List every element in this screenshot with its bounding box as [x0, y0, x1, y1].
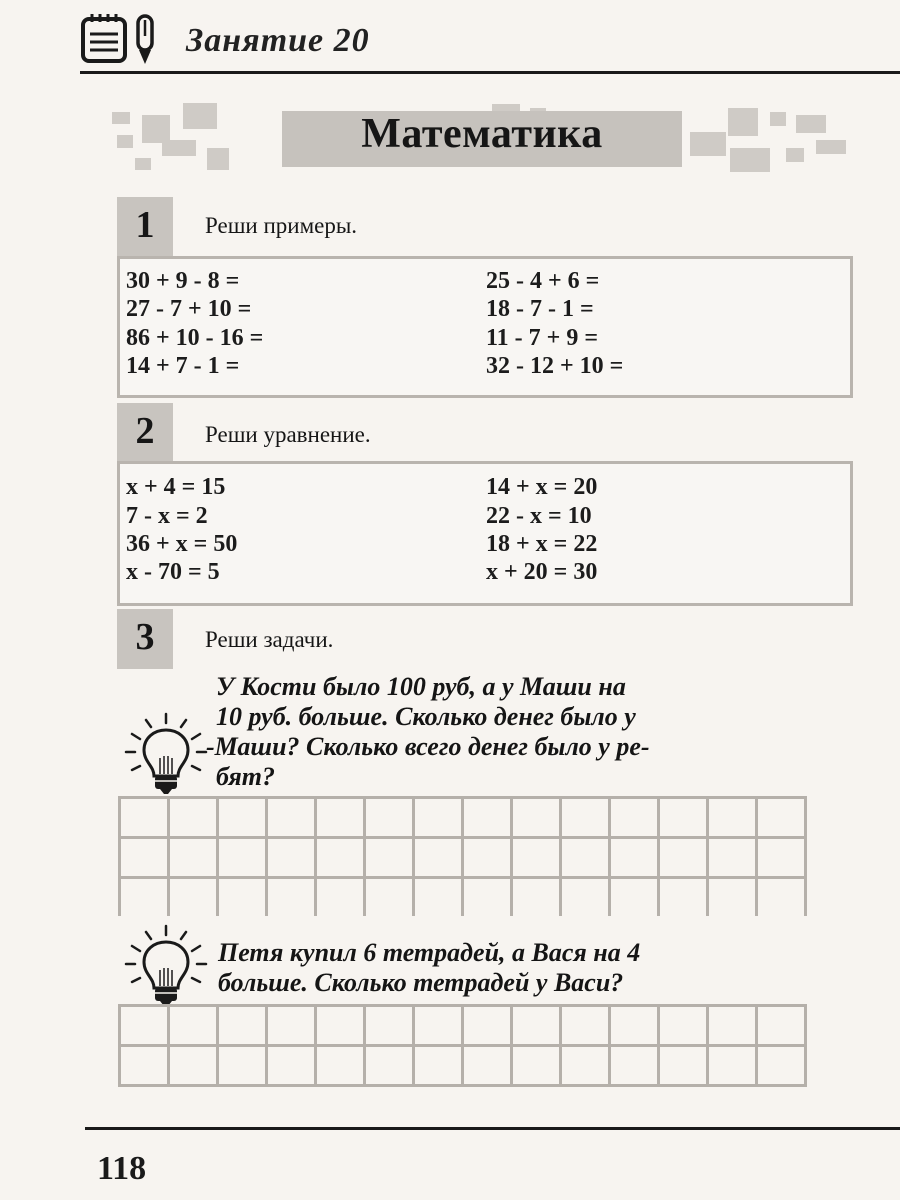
section-title-2: Реши уравнение. — [205, 422, 371, 447]
section-number-3: 3 — [117, 609, 173, 669]
notepad-icon — [80, 12, 128, 64]
equation-item: 18 + x = 22 — [486, 531, 598, 557]
problem-line: У Кости было 100 руб, а у Маши на — [216, 672, 626, 701]
problem-line: бят? — [216, 762, 275, 791]
example-item: 30 + 9 - 8 = — [126, 268, 240, 294]
equation-item: x - 70 = 5 — [126, 559, 220, 585]
section-title-1: Реши примеры. — [205, 213, 358, 238]
section-title-3: Реши задачи. — [205, 627, 334, 652]
subject-title: Математика — [361, 111, 603, 157]
example-item: 25 - 4 + 6 = — [486, 268, 600, 294]
lesson-title: Занятие 20 — [186, 22, 370, 59]
section-number-1: 1 — [117, 197, 173, 257]
equation-item: 36 + x = 50 — [126, 531, 238, 557]
example-item: 32 - 12 + 10 = — [486, 353, 624, 379]
example-item: 27 - 7 + 10 = — [126, 296, 252, 322]
answer-grid-1[interactable] — [118, 796, 807, 916]
example-item: 86 + 10 - 16 = — [126, 325, 264, 351]
problem-line: -Маши? Сколько всего денег было у ре- — [206, 732, 650, 761]
example-item: 14 + 7 - 1 = — [126, 353, 240, 379]
answer-grid-2[interactable] — [118, 1004, 807, 1087]
problem-line: Петя купил 6 тетрадей, а Вася на 4 — [218, 938, 641, 967]
problem-line: 10 руб. больше. Сколько денег было у — [216, 702, 636, 731]
word-problem-1 — [206, 672, 650, 792]
example-item: 18 - 7 - 1 = — [486, 296, 594, 322]
header-divider — [80, 71, 900, 74]
pen-icon — [134, 14, 156, 66]
lightbulb-icon — [118, 924, 214, 1008]
problem-line: больше. Сколько тетрадей у Васи? — [218, 968, 624, 997]
section-number-2: 2 — [117, 403, 173, 463]
lightbulb-icon — [118, 712, 214, 796]
equation-item: x + 4 = 15 — [126, 474, 226, 500]
equation-item: 7 - x = 2 — [126, 503, 208, 529]
word-problem-2 — [218, 938, 640, 998]
page-number: 118 — [97, 1150, 147, 1187]
equation-item: x + 20 = 30 — [486, 559, 598, 585]
equation-item: 14 + x = 20 — [486, 474, 598, 500]
example-item: 11 - 7 + 9 = — [486, 325, 599, 351]
equation-item: 22 - x = 10 — [486, 503, 592, 529]
footer-divider — [85, 1127, 900, 1130]
